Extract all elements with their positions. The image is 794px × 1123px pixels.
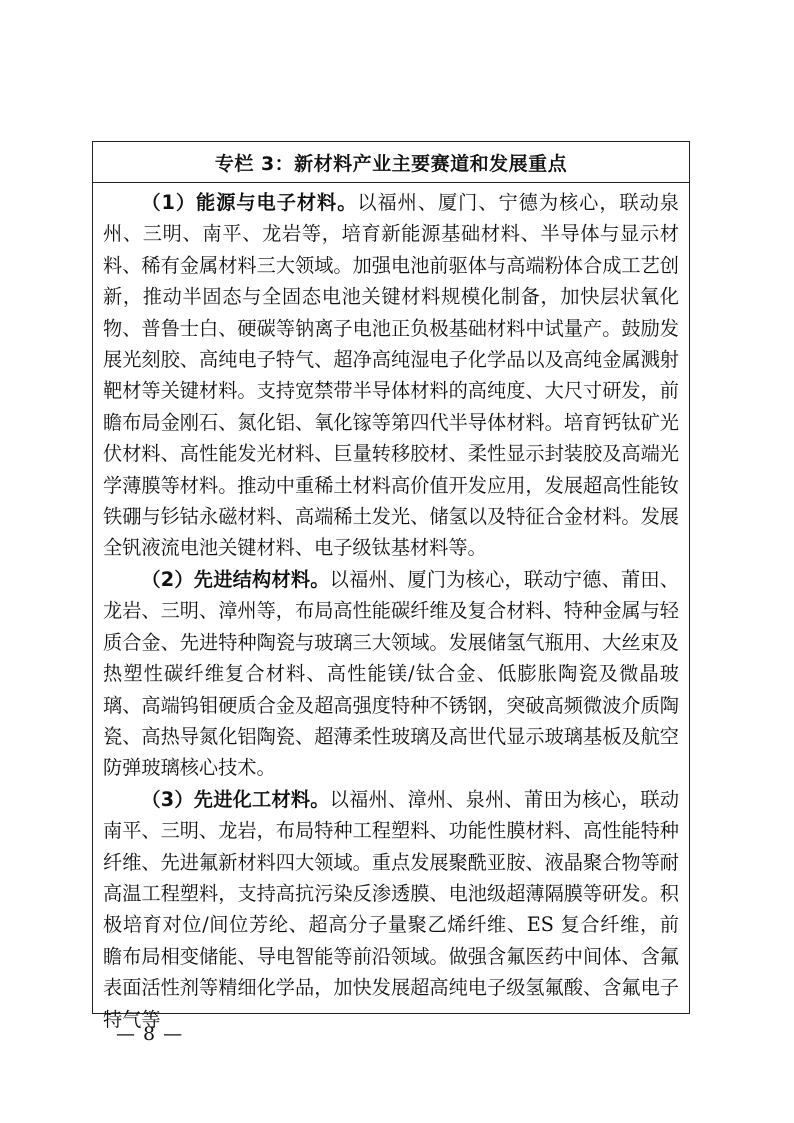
section-paragraph [103, 784, 679, 1035]
column-body [93, 183, 689, 1031]
column-box [92, 141, 690, 1031]
section-text: 以福州、漳州、泉州、莆田为核心，联动南平、三明、龙岩，布局特种工程塑料、功能性膜材料、高性能特种纤维、先进氟新材料四大领域。重点发展聚酰亚胺、液晶聚合物等耐高温工程塑料，支持高抗污染反渗透膜、电池级超薄隔膜等研发。积极培育对位/间位芳纶、超高分子量聚乙烯纤维、ES 复合纤维，前瞻布局相变储能、导电智能等前沿领域。做强含氟医药中间体、含氟表面活性剂等精细化学品，加快发展超高纯电子级氢氟酸、含氟电子特气等 [103, 787, 680, 1031]
section-text: 以福州、厦门、宁德为核心，联动泉州、三明、南平、龙岩等，培育新能源基础材料、半导体与显示材料、稀有金属材料三大领域。加强电池前驱体与高端粉体合成工艺创新，推动半固态与全固态电池关键材料规模化制备，加快层状氧化物、普鲁士白、硬碳等钠离子电池正负极基础材料中试量产。鼓励发展光刻胶、高纯电子特气、超净高纯湿电子化学品以及高纯金属溅射靶材等关键材料。支持宽禁带半导体材料的高纯度、大尺寸研发，前瞻布局金刚石、氮化铝、氧化镓等第四代半导体材料。培育钙钛矿光伏材料、高性能发光材料、巨量转移胶材、柔性显示封装胶及高端光学薄膜等材料。推动中重稀土材料高价值开发应用，发展超高性能钕铁硼与钐钴永磁材料、高端稀土发光、储氢以及特征合金材料。发展全钒液流电池关键材料、电子级钛基材料等。 [103, 191, 679, 560]
section-paragraph [103, 564, 679, 784]
page-number: — 8 — [116, 1023, 184, 1045]
column-title: 专栏 3：新材料产业主要赛道和发展重点 [93, 142, 689, 183]
section-lead: （2）先进结构材料。 [141, 567, 330, 591]
section-text: 以福州、厦门为核心，联动宁德、莆田、龙岩、三明、漳州等，布局高性能碳纤维及复合材料、特种金属与轻质合金、先进特种陶瓷与玻璃三大领域。发展储氢气瓶用、大丝束及热塑性碳纤维复合材料、高性能镁/钛合金、低膨胀陶瓷及微晶玻璃、高端钨钼硬质合金及超高强度特种不锈钢，突破高频微波介质陶瓷、高热导氮化铝陶瓷、超薄柔性玻璃及高世代显示玻璃基板及航空防弹玻璃核心技术。 [103, 567, 680, 780]
section-lead: （3）先进化工材料。 [141, 787, 330, 811]
section-lead: （1）能源与电子材料。 [141, 191, 358, 214]
section-paragraph [103, 187, 679, 564]
